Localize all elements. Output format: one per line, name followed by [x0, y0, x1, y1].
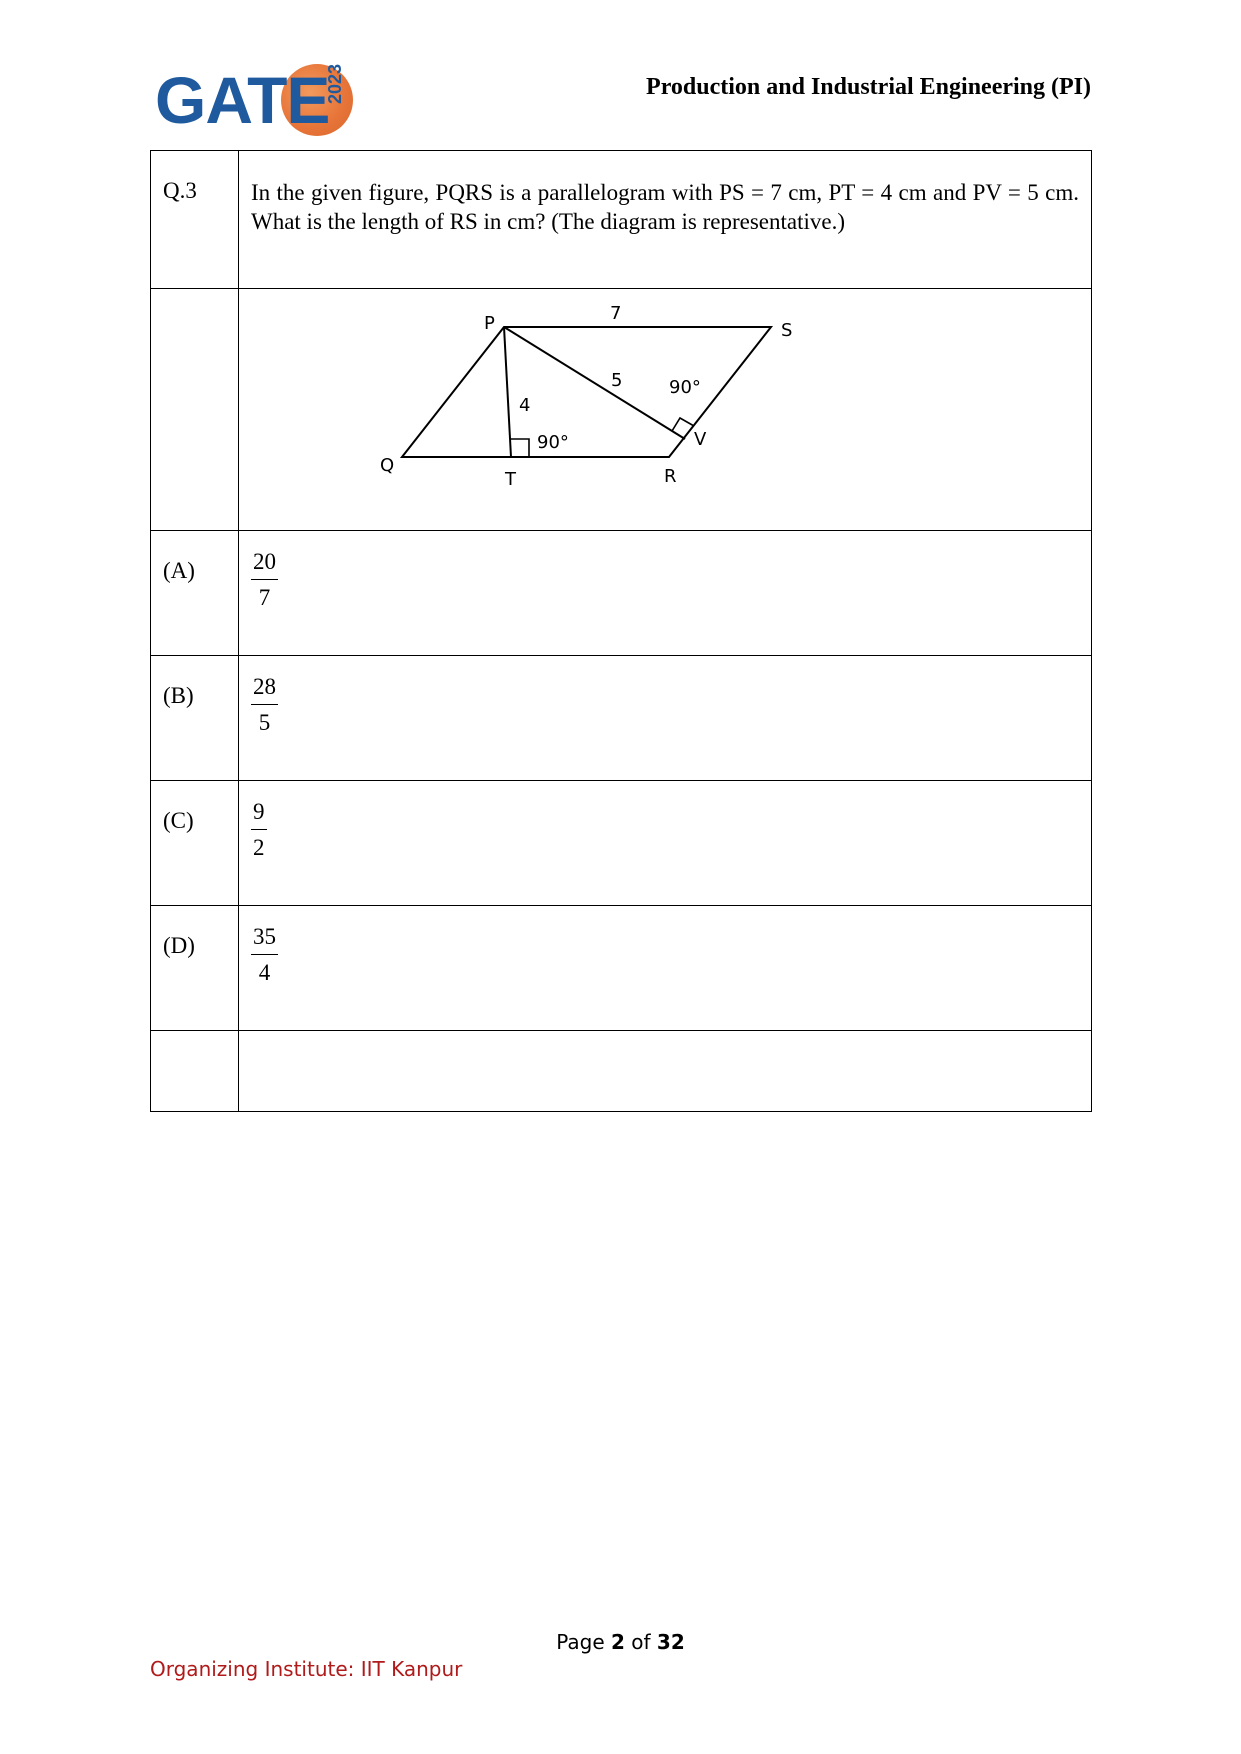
logo-text: GATE: [155, 63, 330, 137]
organizing-institute: Organizing Institute: IIT Kanpur: [150, 1657, 463, 1681]
length-label-pv: 5: [611, 370, 623, 391]
question-number: Q.3: [151, 151, 239, 289]
segment-pv: [504, 327, 685, 439]
option-row-a: [151, 531, 1092, 656]
figure-label-cell: [151, 289, 239, 531]
option-value-a: [239, 531, 1092, 656]
point-label-r: R: [664, 466, 677, 487]
page-current: 2: [611, 1630, 625, 1654]
page-of: of: [631, 1630, 651, 1654]
option-label-d: (D): [151, 906, 239, 1031]
page-prefix: Page: [556, 1630, 605, 1654]
figure-cell: [239, 289, 1092, 531]
parallelogram-figure: [239, 289, 1091, 530]
point-label-s: S: [781, 320, 793, 341]
numerator-d: 35: [251, 923, 278, 955]
option-label-c: (C): [151, 781, 239, 906]
option-label-b: (B): [151, 656, 239, 781]
option-value-b: [239, 656, 1092, 781]
page-title: Production and Industrial Engineering (PI): [646, 74, 1091, 100]
figure-row: [151, 289, 1092, 531]
parallelogram-outline: [402, 327, 771, 457]
point-label-v: V: [694, 429, 707, 450]
right-angle-mark-t: [511, 439, 529, 457]
question-cell: [239, 151, 1092, 289]
denominator-c: 2: [253, 835, 265, 860]
numerator-c: 9: [251, 798, 267, 830]
angle-label-v: 90°: [669, 377, 701, 398]
blank-cell-right: [239, 1031, 1092, 1112]
fraction-d: [251, 923, 278, 987]
angle-label-t: 90°: [537, 432, 569, 453]
option-row-c: [151, 781, 1092, 906]
denominator-d: 4: [258, 960, 271, 985]
gate-logo: [155, 60, 355, 140]
fraction-b: [251, 673, 278, 737]
question-table: [150, 150, 1092, 1112]
question-row: [151, 151, 1092, 289]
option-value-c: [239, 781, 1092, 906]
logo-year: 2023: [325, 63, 345, 104]
fraction-a: [251, 548, 278, 612]
numerator-a: 20: [251, 548, 278, 580]
point-label-q: Q: [380, 455, 395, 476]
question-text: In the given figure, PQRS is a parallelogram with PS = 7 cm, PT = 4 cm and PV = 5 cm. What is the length of RS in cm? (The diagram is representative.): [251, 180, 1079, 234]
option-label-a: (A): [151, 531, 239, 656]
fraction-c: [251, 798, 267, 862]
length-label-ps: 7: [610, 303, 622, 324]
denominator-b: 5: [258, 710, 271, 735]
page-total: 32: [656, 1630, 685, 1654]
blank-row: [151, 1031, 1092, 1112]
numerator-b: 28: [251, 673, 278, 705]
length-label-pt: 4: [519, 395, 531, 416]
point-label-t: T: [505, 469, 516, 490]
denominator-a: 7: [258, 585, 271, 610]
option-row-d: [151, 906, 1092, 1031]
segment-pt: [504, 327, 511, 457]
option-row-b: [151, 656, 1092, 781]
blank-cell-left: [151, 1031, 239, 1112]
page-number: [0, 1630, 1241, 1654]
point-label-p: P: [484, 313, 495, 334]
option-value-d: [239, 906, 1092, 1031]
